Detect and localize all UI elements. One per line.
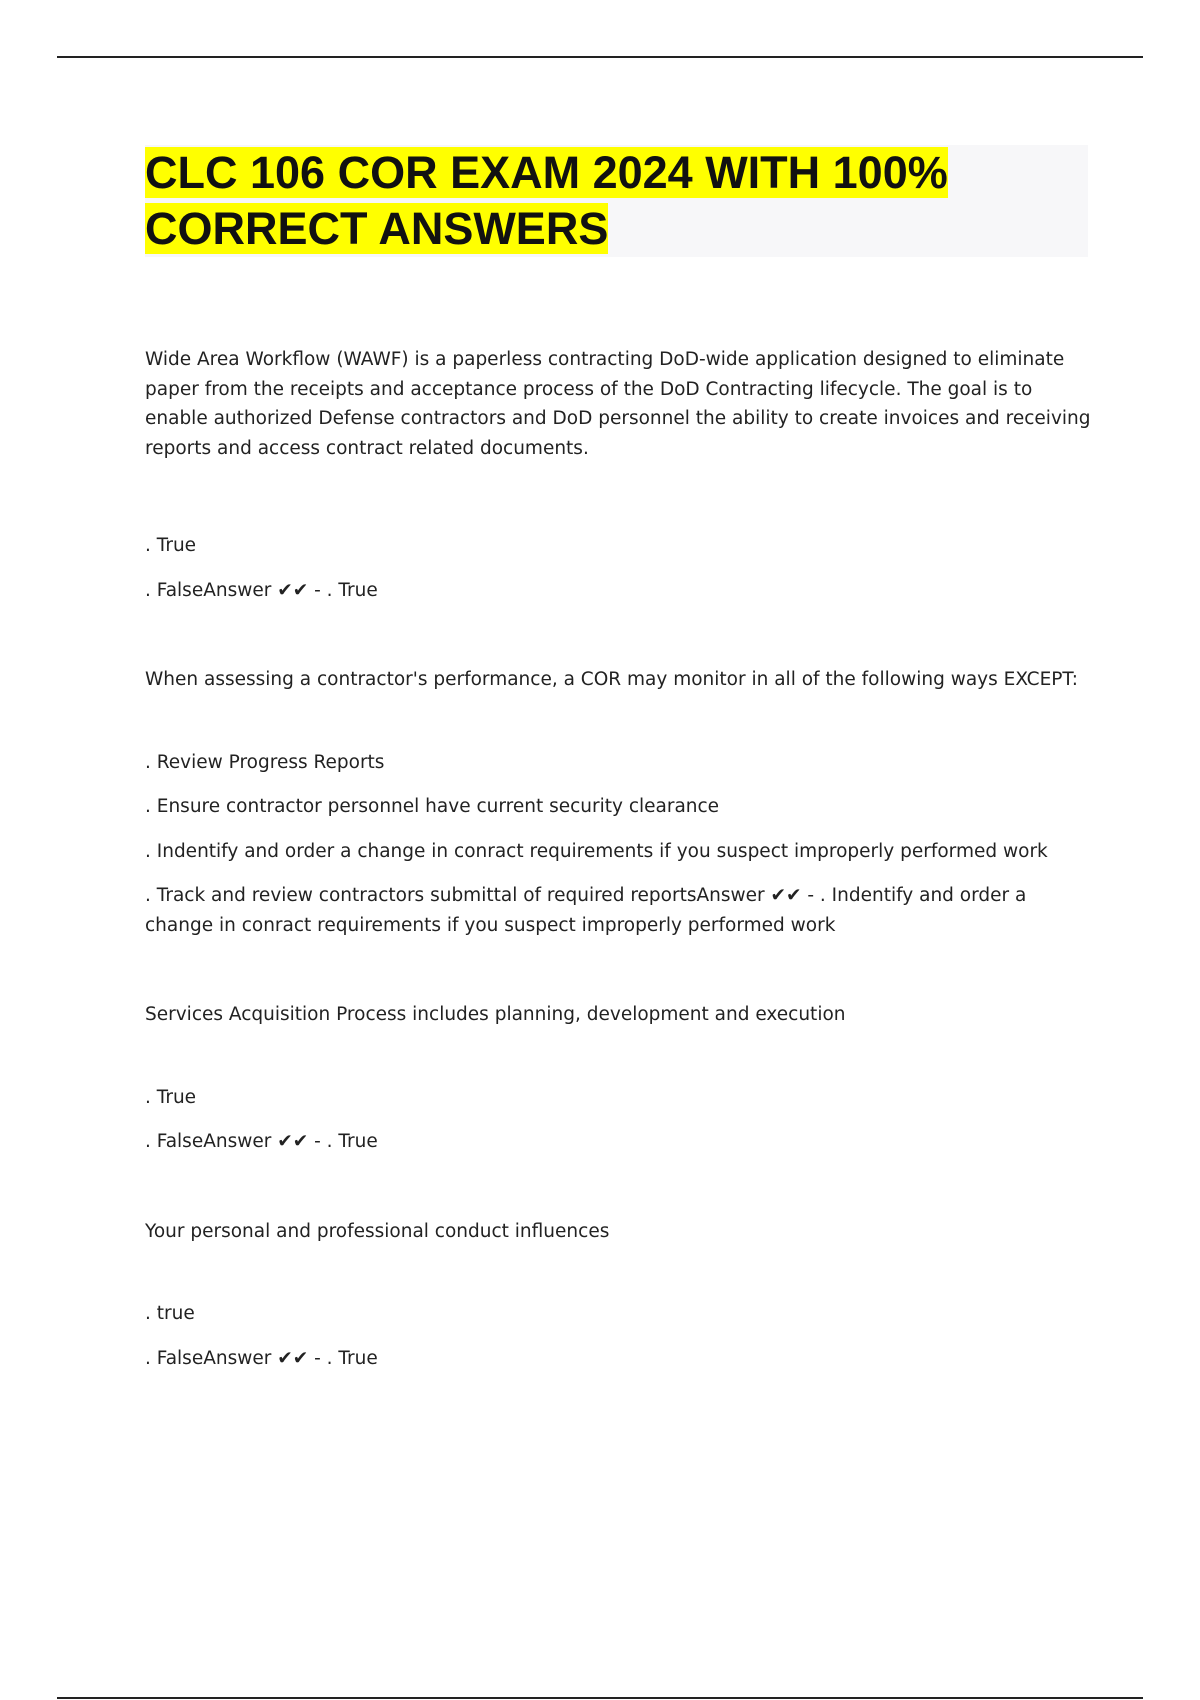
bottom-rule xyxy=(57,1697,1143,1699)
option-line: . Indentify and order a change in conract requirements if you suspect improperly performed work xyxy=(145,840,1048,862)
option-line: . True xyxy=(145,1086,197,1108)
question-3 xyxy=(145,1000,1095,1157)
option-line: . Ensure contractor personnel have current security clearance xyxy=(145,796,720,817)
question-text: Services Acquisition Process includes planning, development and execution xyxy=(145,1004,846,1025)
question-text: Wide Area Workflow (WAWF) is a paperless contracting DoD-wide application designed to eliminate paper from the receipts and acceptance process of the DoD Contracting lifecycle. The goal is to enable authorized Defense contractors and DoD personnel the ability to create invoices and receiving reports and access contract related documents. xyxy=(145,349,1091,459)
answer-line: . Track and review contractors submittal of required reportsAnswer ✔✔ - . Indentify and order a change in conract requirements if you suspect improperly performed work xyxy=(145,885,1027,936)
document-title xyxy=(145,145,1088,257)
option-line: . Review Progress Reports xyxy=(145,751,385,773)
option-line: . True xyxy=(145,535,197,556)
answer-line: . FalseAnswer ✔✔ - . True xyxy=(145,1131,378,1152)
answer-line: . FalseAnswer ✔✔ - . True xyxy=(145,1347,378,1369)
question-1 xyxy=(145,345,1095,605)
title-line-1: CLC 106 COR EXAM 2024 WITH 100% xyxy=(145,147,948,198)
option-line: . true xyxy=(145,1303,195,1324)
title-block xyxy=(145,145,1088,257)
question-4 xyxy=(145,1217,1095,1374)
question-2 xyxy=(145,665,1095,940)
question-text: When assessing a contractor's performance, a COR may monitor in all of the following ways EXCEPT: xyxy=(145,669,1078,690)
top-rule xyxy=(57,56,1143,58)
question-text: Your personal and professional conduct influences xyxy=(145,1220,610,1242)
answer-line: . FalseAnswer ✔✔ - . True xyxy=(145,579,378,601)
document-body xyxy=(145,345,1095,1433)
title-line-2: CORRECT ANSWERS xyxy=(145,203,609,254)
